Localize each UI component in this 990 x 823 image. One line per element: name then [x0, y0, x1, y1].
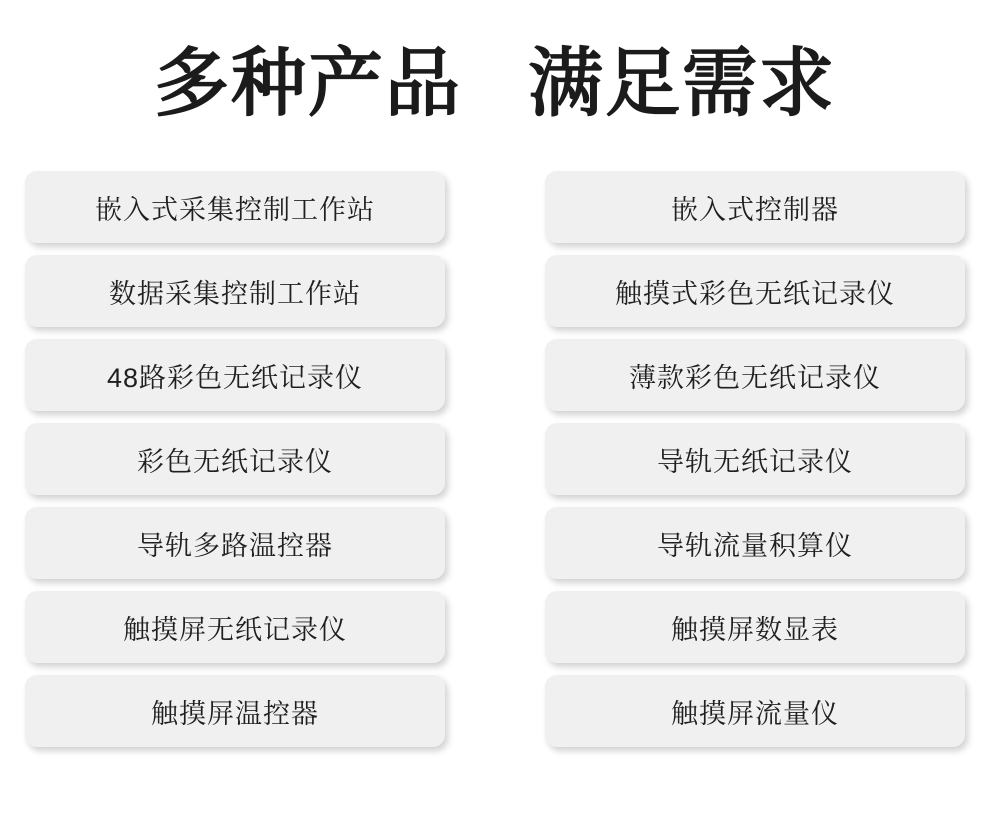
- list-item[interactable]: [25, 423, 445, 495]
- list-item-label: 触摸屏温控器: [151, 698, 319, 729]
- list-item-label: 48路彩色无纸记录仪: [106, 362, 364, 393]
- list-item[interactable]: [545, 339, 965, 411]
- list-item[interactable]: [25, 591, 445, 663]
- list-item-label: 导轨无纸记录仪: [657, 446, 853, 477]
- list-item-label: 导轨流量积算仪: [657, 530, 853, 561]
- list-item[interactable]: [25, 171, 445, 243]
- list-item-label: 触摸式彩色无纸记录仪: [615, 278, 895, 309]
- product-column-right: [545, 171, 965, 747]
- list-item[interactable]: [25, 255, 445, 327]
- list-item-label: 薄款彩色无纸记录仪: [629, 362, 881, 393]
- list-item[interactable]: [25, 675, 445, 747]
- page-title: [0, 0, 990, 125]
- list-item-label: 彩色无纸记录仪: [137, 446, 333, 477]
- list-item-label: 触摸屏数显表: [671, 614, 839, 645]
- list-item-label: 触摸屏无纸记录仪: [123, 614, 347, 645]
- list-item-label: 数据采集控制工作站: [109, 278, 361, 309]
- list-item-label: 触摸屏流量仪: [671, 698, 839, 729]
- list-item[interactable]: [545, 591, 965, 663]
- list-item[interactable]: [545, 171, 965, 243]
- list-item[interactable]: [545, 255, 965, 327]
- page-title-part-2: 满足需求: [528, 41, 837, 125]
- page-title-part-1: 多种产品: [153, 41, 462, 125]
- product-columns: [0, 171, 990, 747]
- list-item-label: 嵌入式控制器: [671, 194, 839, 225]
- list-item-label: 嵌入式采集控制工作站: [95, 194, 375, 225]
- product-column-left: [25, 171, 445, 747]
- list-item[interactable]: [545, 507, 965, 579]
- list-item[interactable]: [25, 507, 445, 579]
- list-item[interactable]: [25, 339, 445, 411]
- list-item[interactable]: [545, 675, 965, 747]
- list-item-label: 导轨多路温控器: [137, 530, 333, 561]
- list-item[interactable]: [545, 423, 965, 495]
